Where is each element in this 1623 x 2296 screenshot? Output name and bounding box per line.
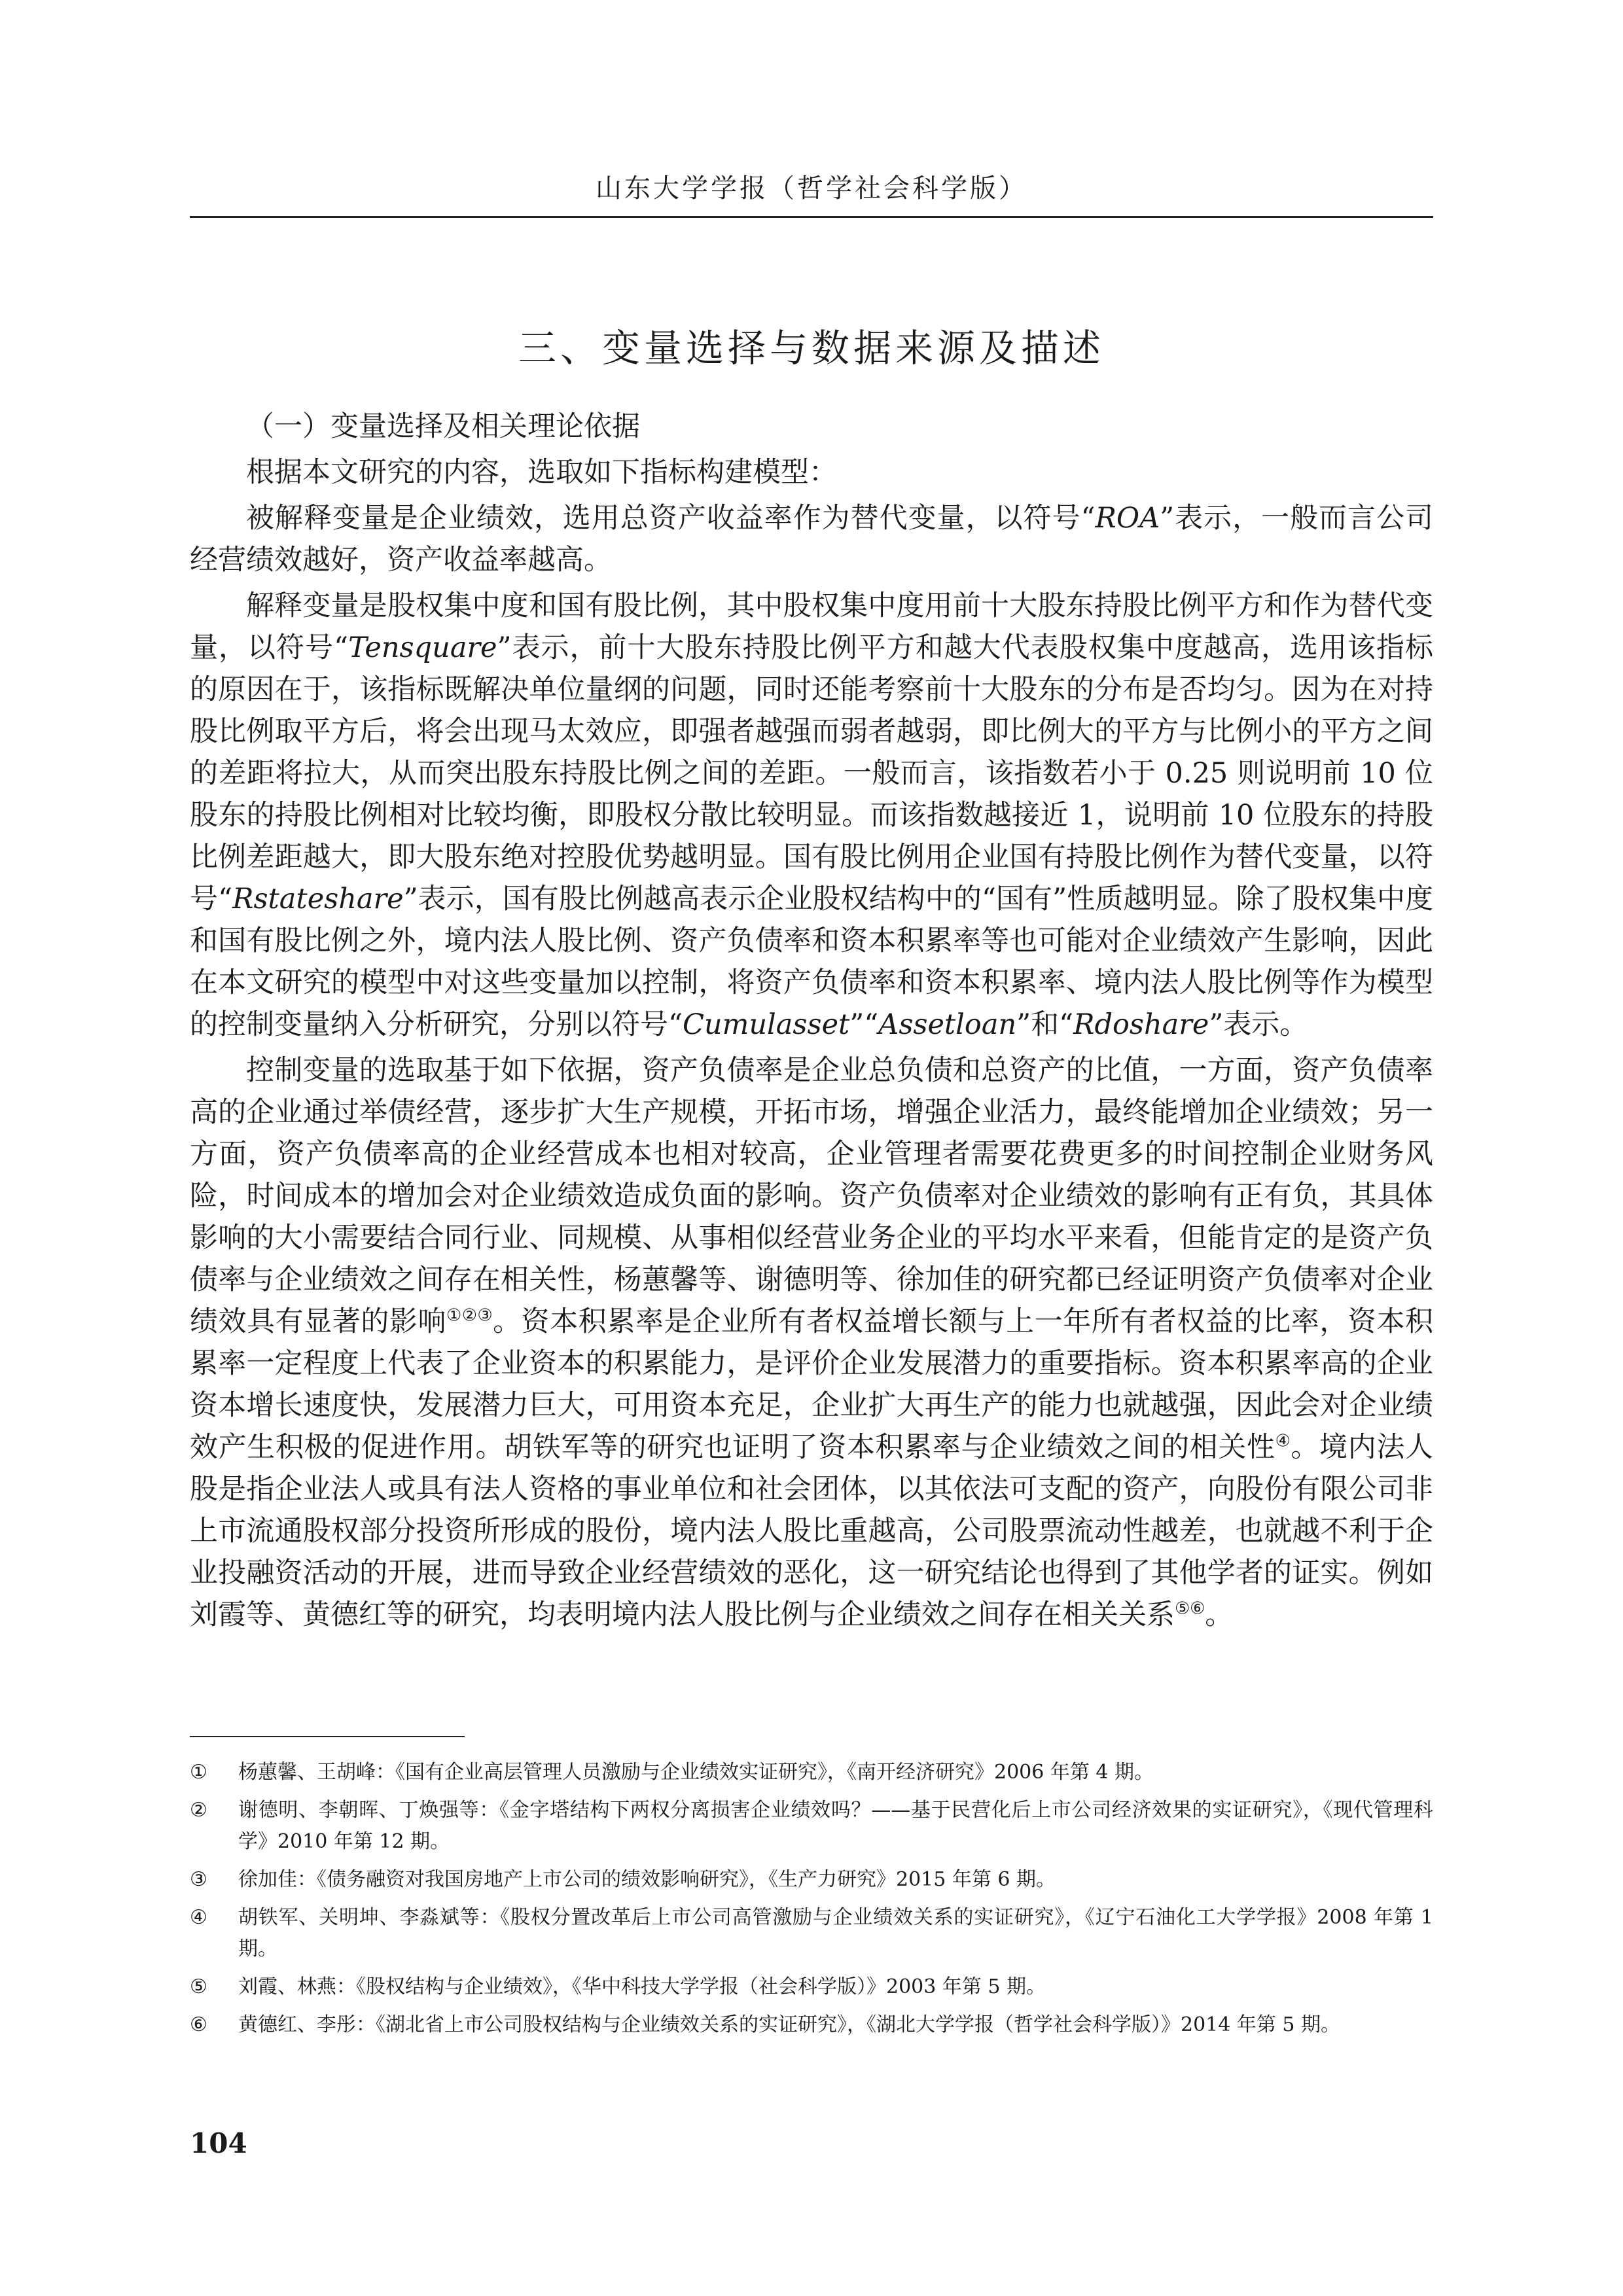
page-number: 104 xyxy=(190,2127,247,2159)
var-rdoshare: Rdoshare xyxy=(1073,1008,1209,1041)
var-cumulasset: Cumulasset xyxy=(682,1008,850,1041)
subsection-heading: （一）变量选择及相关理论依据 xyxy=(246,410,640,443)
paragraph-1: 根据本文研究的内容，选取如下指标构建模型： xyxy=(246,456,837,489)
var-roa: ROA xyxy=(1095,502,1160,535)
running-head: 山东大学学报（哲学社会科学版） xyxy=(596,173,1027,203)
footnote-text: 谢德明、李朝晖、丁焕强等：《金字塔结构下两权分离损害企业绩效吗？——基于民营化后上市公司经济效果的实证研究》，《现代管理科学》2010 年第 12 期。 xyxy=(238,1799,1433,1853)
footnote-item xyxy=(190,1795,1433,1858)
footnote-mark: ⑥ xyxy=(190,2013,207,2036)
footnote-text: 杨蕙馨、王胡峰：《国有企业高层管理人员激励与企业绩效实证研究》，《南开经济研究》2006 年第 4 期。 xyxy=(238,1761,1154,1784)
footnote-mark: ① xyxy=(190,1761,207,1784)
footnote-mark: ② xyxy=(190,1799,207,1822)
paragraph-3: 解释变量是股权集中度和国有股比例，其中股权集中度用前十大股东持股比例平方和作为替代变量，以符号“Tensquare”表示，前十大股东持股比例平方和越大代表股权集中度越高，选用该指标的原因在于，该指标既解决单位量纲的问题，同时还能考察前十大股东的分布是否均匀。因为在对持股比例取平方后，将会出现马太效应，即强者越强而弱者越弱，即比例大的平方与比例小的平方之间的差距将拉大，从而突出股东持股比例之间的差距。一般而言，该指数若小于 0.25 则说明前 10 位股东的持股比例相对比较均衡，即股权分散比较明显。而该指数越接近 1，说明前 10 位股东的持股比例差距越大，即大股东绝对控股优势越明显。国有股比例用企业国有持股比例作为替代变量，以符号“Rstateshare”表示，国有股比例越高表示企业股权结构中的“国有”性质越明显。除了股权集中度和国有股比例之外，境内法人股比例、资产负债率和资本积累率等也可能对企业绩效产生影响，因此在本文研究的模型中对这些变量加以控制，将资产负债率和资本积累率、境内法人股比例等作为模型的控制变量纳入分析研究，分别以符号“Cumulasset”“Assetloan”和“Rdoshare”表示。 xyxy=(190,590,1434,1041)
footnote-mark: ④ xyxy=(190,1906,207,1929)
footnote-ref-5-6[interactable]: ⑤⑥ xyxy=(1175,1598,1205,1619)
footnote-text: 徐加佳：《债务融资对我国房地产上市公司的绩效影响研究》，《生产力研究》2015 年第 6 期。 xyxy=(238,1868,1056,1891)
footnote-item xyxy=(190,1902,1433,1965)
footnote-item xyxy=(190,1971,1433,2003)
var-rstateshare: Rstateshare xyxy=(232,883,404,915)
var-tensquare: Tensquare xyxy=(348,631,497,664)
footnote-item xyxy=(190,1757,1433,1788)
section-title: 三、变量选择与数据来源及描述 xyxy=(518,326,1105,370)
paragraph-2: 被解释变量是企业绩效，选用总资产收益率作为替代变量，以符号“ROA”表示，一般而言公司经营绩效越好，资产收益率越高。 xyxy=(190,502,1433,576)
footnote-mark: ⑤ xyxy=(190,1975,207,1998)
footnote-rule xyxy=(190,1736,465,1737)
footnote-text: 黄德红、李彤：《湖北省上市公司股权结构与企业绩效关系的实证研究》，《湖北大学学报（哲学社会科学版）》2014 年第 5 期。 xyxy=(238,2013,1341,2036)
footnote-ref-1-3[interactable]: ①②③ xyxy=(446,1305,493,1326)
footnote-item xyxy=(190,2009,1433,2041)
footnote-text: 胡铁军、关明坤、李淼斌等：《股权分置改革后上市公司高管激励与企业绩效关系的实证研究》，《辽宁石油化工大学学报》2008 年第 1 期。 xyxy=(238,1906,1433,1960)
footnotes xyxy=(190,1757,1433,2047)
footnote-text: 刘霞、林燕：《股权结构与企业绩效》，《华中科技大学学报（社会科学版）》2003 年第 5 期。 xyxy=(238,1975,1046,1998)
body-text xyxy=(190,406,1433,1636)
header-rule xyxy=(190,216,1433,218)
footnote-ref-4[interactable]: ④ xyxy=(1275,1431,1291,1451)
footnote-mark: ③ xyxy=(190,1868,207,1891)
var-assetloan: Assetloan xyxy=(878,1008,1017,1041)
paragraph-4: 控制变量的选取基于如下依据，资产负债率是企业总负债和总资产的比值，一方面，资产负债率高的企业通过举债经营，逐步扩大生产规模，开拓市场，增强企业活力，最终能增加企业绩效；另一方面，资产负债率高的企业经营成本也相对较高，企业管理者需要花费更多的时间控制企业财务风险，时间成本的增加会对企业绩效造成负面的影响。资产负债率对企业绩效的影响有正有负，其具体影响的大小需要结合同行业、同规模、从事相似经营业务企业的平均水平来看，但能肯定的是资产负债率与企业绩效之间存在相关性，杨蕙馨等、谢德明等、徐加佳的研究都已经证明资产负债率对企业绩效具有显著的影响①②③。资本积累率是企业所有者权益增长额与上一年所有者权益的比率，资本积累率一定程度上代表了企业资本的积累能力，是评价企业发展潜力的重要指标。资本积累率高的企业资本增长速度快，发展潜力巨大，可用资本充足，企业扩大再生产的能力也就越强，因此会对企业绩效产生积极的促进作用。胡铁军等的研究也证明了资本积累率与企业绩效之间的相关性④。境内法人股是指企业法人或具有法人资格的事业单位和社会团体，以其依法可支配的资产，向股份有限公司非上市流通股权部分投资所形成的股份，境内法人股比重越高，公司股票流动性越差，也就越不利于企业投融资活动的开展，进而导致企业经营绩效的恶化，这一研究结论也得到了其他学者的证实。例如刘霞等、黄德红等的研究，均表明境内法人股比例与企业绩效之间存在相关关系⑤⑥。 xyxy=(190,1054,1434,1631)
footnote-item xyxy=(190,1864,1433,1896)
